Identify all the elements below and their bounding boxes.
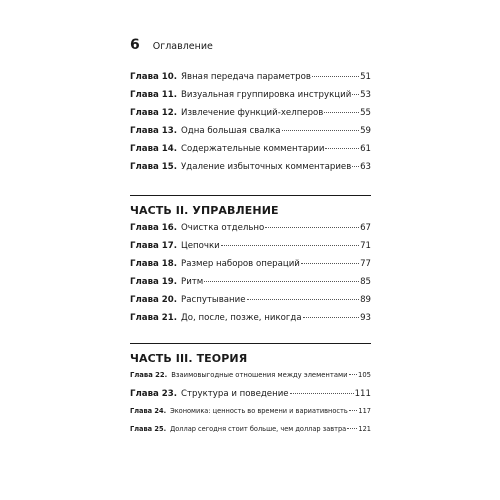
page-ref: 53 [360,90,371,100]
running-head [130,37,213,53]
chapter-title: Извлечение функций-хелперов [181,108,324,118]
dot-leader [349,410,358,411]
dot-leader [221,245,359,246]
chapter-label: Глава 12. [130,108,178,118]
chapter-label: Глава 11. [130,90,178,100]
chapter-title: Взаимовыгодные отношения между элементами [171,371,348,379]
toc-entry[interactable] [130,259,371,271]
chapter-label: Глава 20. [130,295,178,305]
dot-leader [204,281,359,282]
part-divider [130,343,371,344]
dot-leader [290,393,354,394]
chapter-label: Глава 25. [130,425,167,433]
dot-leader [347,428,357,429]
chapter-label: Глава 15. [130,162,178,172]
dot-leader [325,148,359,149]
dot-leader [312,76,359,77]
dot-leader [352,94,359,95]
page-ref: 93 [360,313,371,323]
toc-entry[interactable] [130,277,371,289]
chapter-title: Содержательные комментарии [181,144,325,154]
chapter-label: Глава 23. [130,389,178,399]
page-ref: 51 [360,72,371,82]
page-number: 6 [130,37,140,53]
page-ref: 121 [358,425,371,433]
chapter-title: До, после, позже, никогда [181,313,302,323]
dot-leader [282,130,360,131]
chapter-title: Визуальная группировка инструкций [181,90,352,100]
page-ref: 77 [360,259,371,269]
toc-entry[interactable] [130,108,371,120]
chapter-label: Глава 10. [130,72,178,82]
chapter-label: Глава 14. [130,144,178,154]
chapter-title: Явная передача параметров [181,72,311,82]
chapter-label: Глава 19. [130,277,178,287]
dot-leader [349,374,357,375]
toc-entry[interactable] [130,425,371,437]
chapter-label: Глава 22. [130,371,168,379]
toc-entry[interactable] [130,241,371,253]
part-divider [130,195,371,196]
chapter-title: Экономика: ценность во времени и вариативность [170,407,348,415]
chapter-title: Очистка отдельно [181,223,265,233]
dot-leader [247,299,360,300]
dot-leader [265,227,359,228]
chapter-title: Доллар сегодня стоит больше, чем доллар завтра [170,425,347,433]
page-ref: 61 [360,144,371,154]
toc-entry[interactable] [130,223,371,235]
part-title: ЧАСТЬ III. ТЕОРИЯ [130,352,248,365]
dot-leader [303,317,359,318]
toc-entry[interactable] [130,313,371,325]
page-ref: 67 [360,223,371,233]
chapter-title: Структура и поведение [181,389,289,399]
page-ref: 105 [358,371,371,379]
chapter-title: Размер наборов операций [181,259,300,269]
toc-entry[interactable] [130,144,371,156]
toc-entry[interactable] [130,72,371,84]
chapter-label: Глава 16. [130,223,178,233]
chapter-label: Глава 18. [130,259,178,269]
toc-entry[interactable] [130,90,371,102]
chapter-label: Глава 24. [130,407,167,415]
toc-entry[interactable] [130,407,371,419]
page-ref: 59 [360,126,371,136]
chapter-title: Распутывание [181,295,246,305]
page-ref: 63 [360,162,371,172]
toc-entry[interactable] [130,295,371,307]
part-title: ЧАСТЬ II. УПРАВЛЕНИЕ [130,204,279,217]
chapter-title: Цепочки [181,241,220,251]
chapter-title: Ритм [181,277,204,287]
chapter-title: Удаление избыточных комментариев [181,162,352,172]
page-ref: 85 [360,277,371,287]
chapter-label: Глава 17. [130,241,178,251]
page-ref: 71 [360,241,371,251]
running-title: Оглавление [152,41,213,52]
page-ref: 111 [354,389,371,399]
page-ref: 55 [360,108,371,118]
chapter-title: Одна большая свалка [181,126,281,136]
page-ref: 89 [360,295,371,305]
page-ref: 117 [358,407,371,415]
toc-entry[interactable] [130,126,371,138]
toc-entry[interactable] [130,371,371,383]
toc-entry[interactable] [130,389,371,401]
chapter-label: Глава 21. [130,313,178,323]
dot-leader [324,112,359,113]
chapter-label: Глава 13. [130,126,178,136]
dot-leader [301,263,359,264]
toc-entry[interactable] [130,162,371,174]
dot-leader [352,166,359,167]
